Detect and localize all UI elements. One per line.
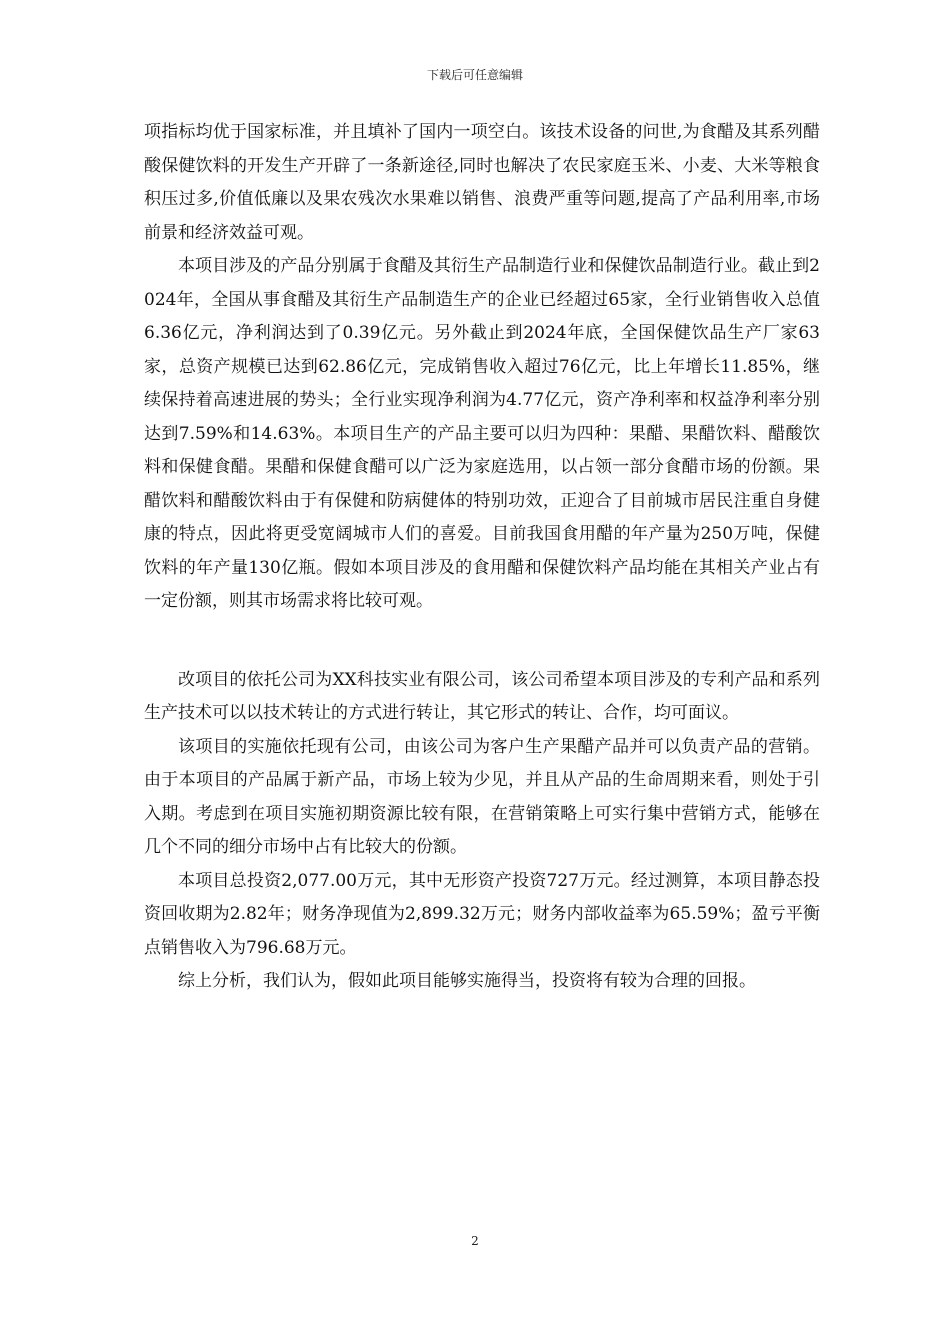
paragraph-company: 改项目的依托公司为XX科技实业有限公司，该公司希望本项目涉及的专利产品和系列生产技术可以以技术转让的方式进行转让，其它形式的转让、合作，均可面议。 (144, 669, 820, 723)
document-body (144, 116, 820, 999)
paragraph-gap (144, 619, 820, 664)
page-number: 2 (471, 1234, 479, 1248)
paragraph-investment: 本项目总投资2,077.00万元，其中无形资产投资727万元。经过测算，本项目静态投资回收期为2.82年；财务净现值为2,899.32万元；财务内部收益率为65.59%；盈亏平衡点销售收入为796.68万元。 (144, 870, 820, 958)
paragraph-continuation: 项指标均优于国家标准，并且填补了国内一项空白。该技术设备的问世,为食醋及其系列醋酸保健饮料的开发生产开辟了一条新途径,同时也解决了农民家庭玉米、小麦、大米等粮食积压过多,价值低廉以及果农残次水果难以销售、浪费严重等问题,提高了产品利用率,市场前景和经济效益可观。 (144, 122, 820, 243)
page-header: 下载后可任意编辑 (426, 68, 523, 82)
paragraph-implementation: 该项目的实施依托现有公司，由该公司为客户生产果醋产品并可以负责产品的营销。由于本项目的产品属于新产品，市场上较为少见，并且从产品的生命周期来看，则处于引入期。考虑到在项目实施初期资源比较有限，在营销策略上可实行集中营销方式，能够在几个不同的细分市场中占有比较大的份额。 (144, 736, 820, 857)
paragraph-industry-overview: 本项目涉及的产品分别属于食醋及其衍生产品制造行业和保健饮品制造行业。截止到2024年，全国从事食醋及其衍生产品制造生产的企业已经超过65家，全行业销售收入总值6.36亿元，净利润达到了0.39亿元。另外截止到2024年底，全国保健饮品生产厂家63家，总资产规模已达到62.86亿元，完成销售收入超过76亿元，比上年增长11.85%，继续保持着高速进展的势头；全行业实现净利润为4.77亿元，资产净利率和权益净利率分别达到7.59%和14.63%。本项目生产的产品主要可以归为四种：果醋、果醋饮料、醋酸饮料和保健食醋。果醋和保健食醋可以广泛为家庭选用，以占领一部分食醋市场的份额。果醋饮料和醋酸饮料由于有保健和防病健体的特别功效，正迎合了目前城市居民注重自身健康的特点，因此将更受宽阔城市人们的喜爱。目前我国食用醋的年产量为250万吨，保健饮料的年产量130亿瓶。假如本项目涉及的食用醋和保健饮料产品均能在其相关产业占有一定份额，则其市场需求将比较可观。 (144, 256, 820, 611)
paragraph-conclusion: 综上分析，我们认为，假如此项目能够实施得当，投资将有较为合理的回报。 (178, 971, 756, 991)
